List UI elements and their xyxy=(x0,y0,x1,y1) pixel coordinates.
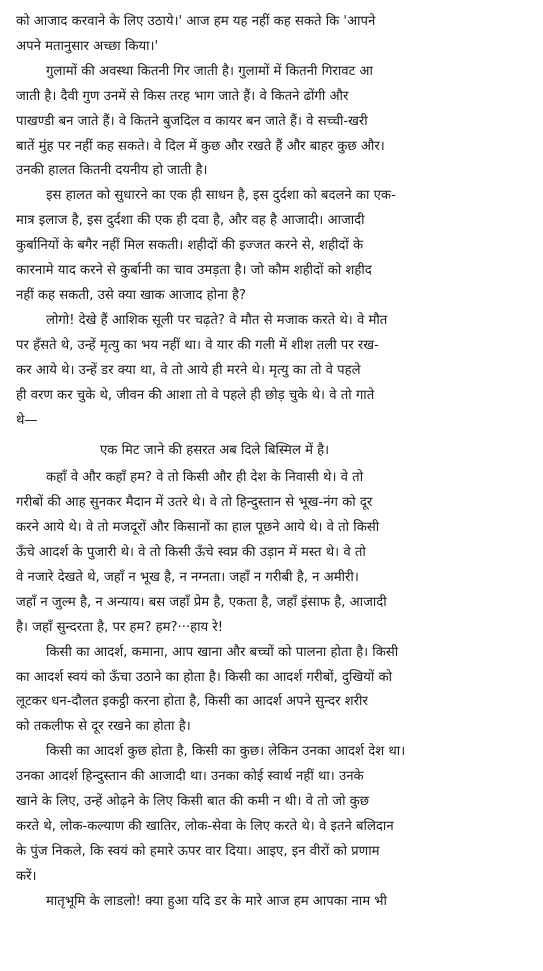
text-line: कुर्बानियों के बगैर नहीं मिल सकती। शहीदों की इज्जत करने से, शहीदों के xyxy=(16,238,364,254)
text-line: है। जहाँ सुन्दरता है, पर हम? हम?···हाय रे! xyxy=(16,619,224,635)
text-line: ही वरण कर चुके थे, जीवन की आशा तो वे पहले ही छोड़ चुके थे। वे तो गाते xyxy=(16,387,375,403)
text-line: कहाँ वे और कहाँ हम? वे तो किसी और ही देश के निवासी थे। वे तो xyxy=(46,470,364,486)
paragraph-their-ideal xyxy=(16,740,533,889)
paragraph-comparison xyxy=(16,466,533,640)
paragraph-remedy xyxy=(16,184,533,309)
text-line: लूटकर धन-दौलत इकट्ठी करना होता है, किसी का आदर्श अपने सुन्दर शरीर xyxy=(16,694,368,710)
text-line: नहीं कह सकती, उसे क्या खाक आजाद होना है? xyxy=(16,287,246,303)
text-line: करने आये थे। वे तो मजदूरों और किसानों का हाल पूछने आये थे। वे तो किसी xyxy=(16,520,380,536)
text-line: लोगो! देखे हैं आशिक सूली पर चढ़ते? वे मौत से मजाक करते थे। वे मौत xyxy=(46,312,388,328)
text-line: उनकी हालत कितनी दयनीय हो जाती है। xyxy=(16,163,208,179)
text-line: मात्र इलाज है, इस दुर्दशा की एक ही दवा है, और वह है आजादी। आजादी xyxy=(16,213,365,229)
paragraph-martyrs xyxy=(16,309,533,434)
text-line: गुलामों की अवस्था कितनी गिर जाती है। गुलामों में कितनी गिरावट आ xyxy=(46,63,373,79)
text-line: कारनामे याद करने से कुर्बानी का चाव उमड़ता है। जो कौम शहीदों को शहीद xyxy=(16,263,372,279)
text-line: कर आये थे। उन्हें डर क्या था, वे तो आये ही मरने थे। मृत्यु का तो वे पहले xyxy=(16,362,361,378)
text-line: करते थे, लोक-कल्याण की खातिर, लोक-सेवा के लिए करते थे। वे इतने बलिदान xyxy=(16,819,394,834)
text-line: थे— xyxy=(16,412,38,428)
text-line: किसी का आदर्श, कमाना, आप खाना और बच्चों को पालना होता है। किसी xyxy=(46,644,399,660)
paragraph-slaves-condition xyxy=(16,60,533,185)
paragraph-motherland xyxy=(16,890,533,915)
text-line: किसी का आदर्श कुछ होता है, किसी का कुछ। लेकिन उनका आदर्श देश था। xyxy=(46,744,406,760)
text-line: के पुंज निकले, कि स्वयं को हमारे ऊपर वार दिया। आइए, इन वीरों को प्रणाम xyxy=(16,843,380,859)
text-line: को आजाद करवाने के लिए उठाये।' आज हम यह नहीं कह सकते कि 'आपने xyxy=(16,14,376,29)
text-line: अपने मतानुसार अच्छा किया।' xyxy=(16,38,159,54)
text-line: जहाँ न जुल्म है, न अन्याय। बस जहाँ प्रेम है, एकता है, जहाँ इंसाफ है, आजादी xyxy=(16,594,387,610)
text-line: पाखण्डी बन जाते हैं। वे कितने बुजदिल व कायर बन जाते हैं। वे सच्ची-खरी xyxy=(16,113,368,129)
text-line: जाती है। दैवी गुण उनमें से किस तरह भाग जाते हैं। वे कितने ढोंगी और xyxy=(16,88,349,104)
text-line: मातृभूमि के लाडलो! क्या हुआ यदि डर के मारे आज हम आपका नाम भी xyxy=(46,893,387,909)
text-line: उनका आदर्श हिन्दुस्तान की आजादी था। उनका कोई स्वार्थ नहीं था। उनके xyxy=(16,769,364,785)
text-line: खाने के लिए, उन्हें ओढ़ने के लिए किसी बात की कमी न थी। वे तो जो कुछ xyxy=(16,794,370,810)
text-line: करें। xyxy=(16,868,37,884)
paragraph-continuation xyxy=(16,10,533,60)
text-line: पर हँसते थे, उन्हें मृत्यु का भय नहीं था। वे यार की गली में शीश तली पर रख- xyxy=(16,337,379,353)
text-line: को तकलीफ से दूर रखने का होता है। xyxy=(16,719,191,735)
text-line: ऊँचे आदर्श के पुजारी थे। वे तो किसी ऊँचे स्वप्न की उड़ान में मस्त थे। वे तो xyxy=(16,545,366,561)
text-line: इस हालत को सुधारने का एक ही साधन है, इस दुर्दशा को बदलने का एक- xyxy=(46,188,396,204)
couplet-line xyxy=(16,439,533,464)
text-line: एक मिट जाने की हसरत अब दिले बिस्मिल में है। xyxy=(100,443,330,459)
text-line: गरीबों की आह सुनकर मैदान में उतरे थे। वे तो हिन्दुस्तान से भूख-नंग को दूर xyxy=(16,495,373,511)
paragraph-ideals xyxy=(16,641,533,741)
text-line: बातें मुंह पर नहीं कह सकते। वे दिल में कुछ और रखते हैं और बाहर कुछ और। xyxy=(16,138,385,154)
text-line: का आदर्श स्वयं को ऊँचा उठाने का होता है। किसी का आदर्श गरीबों, दुखियों को xyxy=(16,669,393,685)
text-line: वे नजारे देखते थे, जहाँ न भूख है, न नग्नता। जहाँ न गरीबी है, न अमीरी। xyxy=(16,569,359,585)
